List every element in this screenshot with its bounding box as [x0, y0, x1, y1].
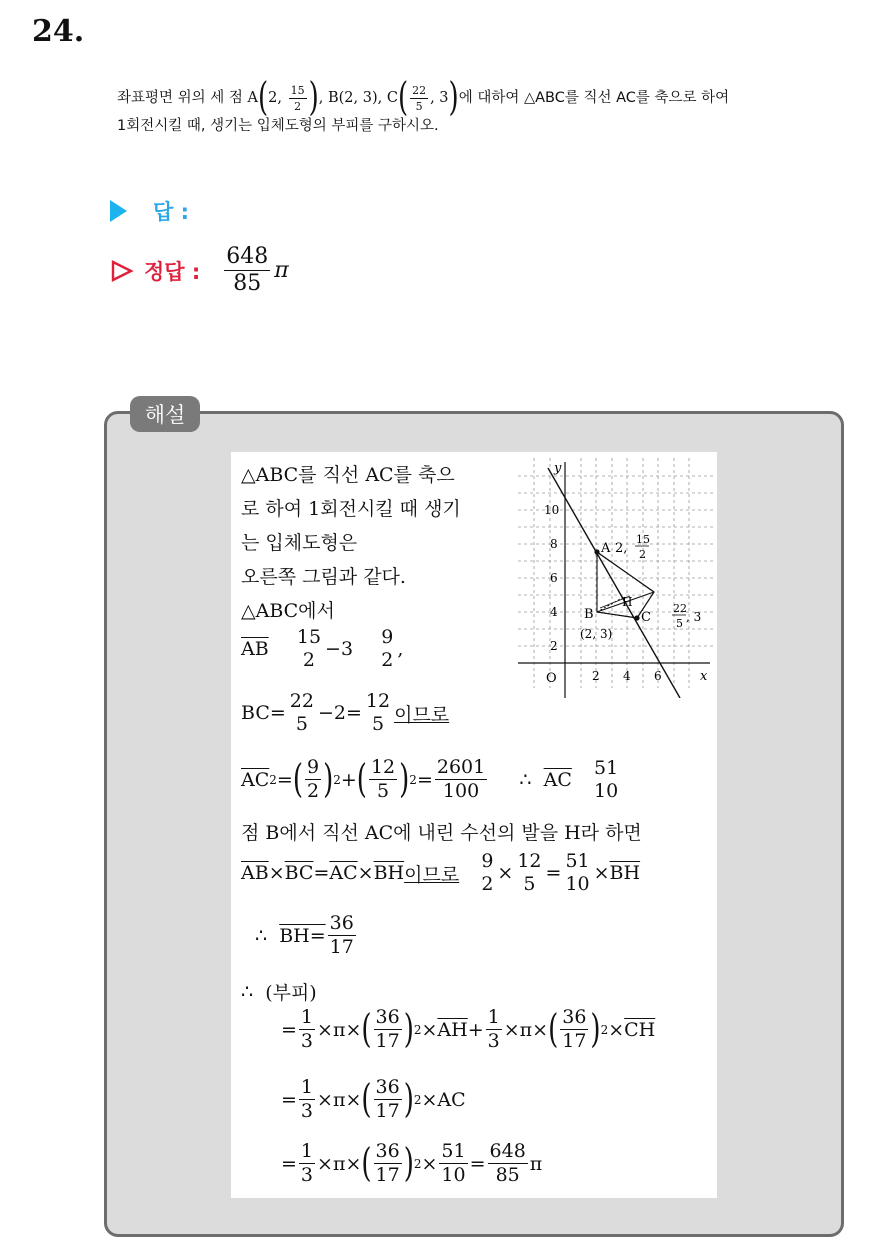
label-c: C [641, 610, 651, 625]
coordinate-graph [518, 458, 714, 698]
sol-line-bc: BC= 22 5 −2= 12 5 이므로 [241, 690, 450, 735]
sol-line-5: △ABC에서 [241, 600, 335, 622]
label-a: A [601, 541, 611, 556]
sol-line-vol-2: = $\frac{1}{3}$ × π × ( $\frac{36}{17}$ ) 2 × AC [281, 1076, 466, 1122]
sol-line-3: 는 입체도형은 [241, 532, 358, 554]
correct-answer-value: $\frac{648}{85}$ π [226, 244, 289, 296]
question-number: 24. [32, 14, 85, 49]
svg-text:2: 2 [592, 669, 600, 683]
y-axis-label: y [554, 461, 562, 476]
sol-line-vol-3: = $\frac{1}{3}$ × π × ( $\frac{36}{17}$ ) 2 × $\frac{51}{10}$ = $\frac{648}{85}$ π [281, 1140, 543, 1186]
label-c-coord-den: 5 [676, 617, 683, 630]
label-b: B [584, 607, 594, 622]
point-c: C( $\frac{22}{5}$ , 3) [386, 75, 459, 121]
label-a-coord-den: 2 [639, 548, 646, 561]
play-triangle-icon [110, 200, 127, 222]
svg-text:10: 10 [544, 503, 560, 517]
svg-text:4: 4 [623, 669, 631, 683]
answer-row [110, 196, 189, 226]
sol-line-1: △ABC를 직선 AC를 축으 [241, 464, 455, 486]
sol-line-4: 오른쪽 그림과 같다. [241, 566, 406, 588]
label-h: H [622, 595, 633, 609]
svg-text:2: 2 [550, 639, 558, 653]
point-b: B(2, 3), [327, 90, 383, 106]
sol-line-bh: ∴ BH= $\frac{36}{17}$ [255, 912, 354, 958]
problem-statement [117, 75, 847, 140]
problem-line-1: 좌표평면 위의 세 점 A(2, $\frac{15}{2}$ ), B(2, 3), C( $\frac{22}{5}$ , 3)에 대하여 △ABC를 직선 AC를 축으로 하여 [117, 75, 730, 121]
graph-grid [518, 458, 714, 688]
correct-answer-label: 정답 : [144, 259, 201, 284]
sol-line-ab: $\overline{AB}$ 15 2 −3 9 2 , [241, 626, 404, 671]
label-c-coord-num: 22 [673, 602, 687, 615]
sol-line-product: $\overline{AB}$ × $\overline{BC}$ = $\overline{AC}$ × $\overline{BH}$ 이므로 9 2 × 12 5 = 51 10 × $\overline{BH}$ [241, 850, 641, 895]
x-tick-labels [592, 669, 662, 683]
solution-content [231, 452, 717, 1198]
sol-line-perp: 점 B에서 직선 AC에 내린 수선의 발을 H라 하면 [241, 822, 642, 844]
label-c-coord-y: , 3 [686, 610, 702, 624]
sol-line-volume-label: ∴ (부피) [241, 980, 317, 1004]
svg-text:6: 6 [654, 669, 662, 683]
solution-tab: 해설 [130, 396, 200, 432]
point-a-dot [594, 549, 599, 554]
sol-line-vol-1: = $\frac{1}{3}$ × π × ( $\frac{36}{17}$ ) 2 × $\overline{AH}$ + $\frac{1}{3}$ × π × ( $\frac{36}{17}$ ) 2 × $\overline{CH}$ [281, 1006, 656, 1052]
problem-line-2: 1회전시킬 때, 생기는 입체도형의 부피를 구하시오. [117, 118, 439, 134]
point-a: A(2, $\frac{15}{2}$ ), [247, 75, 324, 121]
svg-text:8: 8 [550, 537, 558, 551]
x-axis-label: x [700, 669, 708, 684]
answer-label: 답 : [153, 200, 189, 224]
correct-answer-row [110, 246, 289, 295]
outline-triangle-icon [110, 259, 134, 283]
svg-text:4: 4 [550, 605, 558, 619]
sol-line-2: 로 하여 1회전시킬 때 생기 [241, 498, 461, 520]
label-b-coord: (2, 3) [580, 627, 613, 641]
label-a-coord-x: 2, [615, 541, 628, 556]
point-c-dot [634, 615, 639, 620]
label-a-coord-num: 15 [636, 533, 650, 546]
sol-line-ac: $\overline{AC}$ 2 = ( $\frac{9}{2}$ ) 2 + ( $\frac{12}{5}$ ) 2 = $\frac{2601}{100}$ ∴ $\overline{AC}$ 51 10 [241, 756, 619, 802]
y-tick-labels [544, 503, 559, 653]
origin-label: O [546, 671, 557, 686]
svg-text:6: 6 [550, 571, 558, 585]
